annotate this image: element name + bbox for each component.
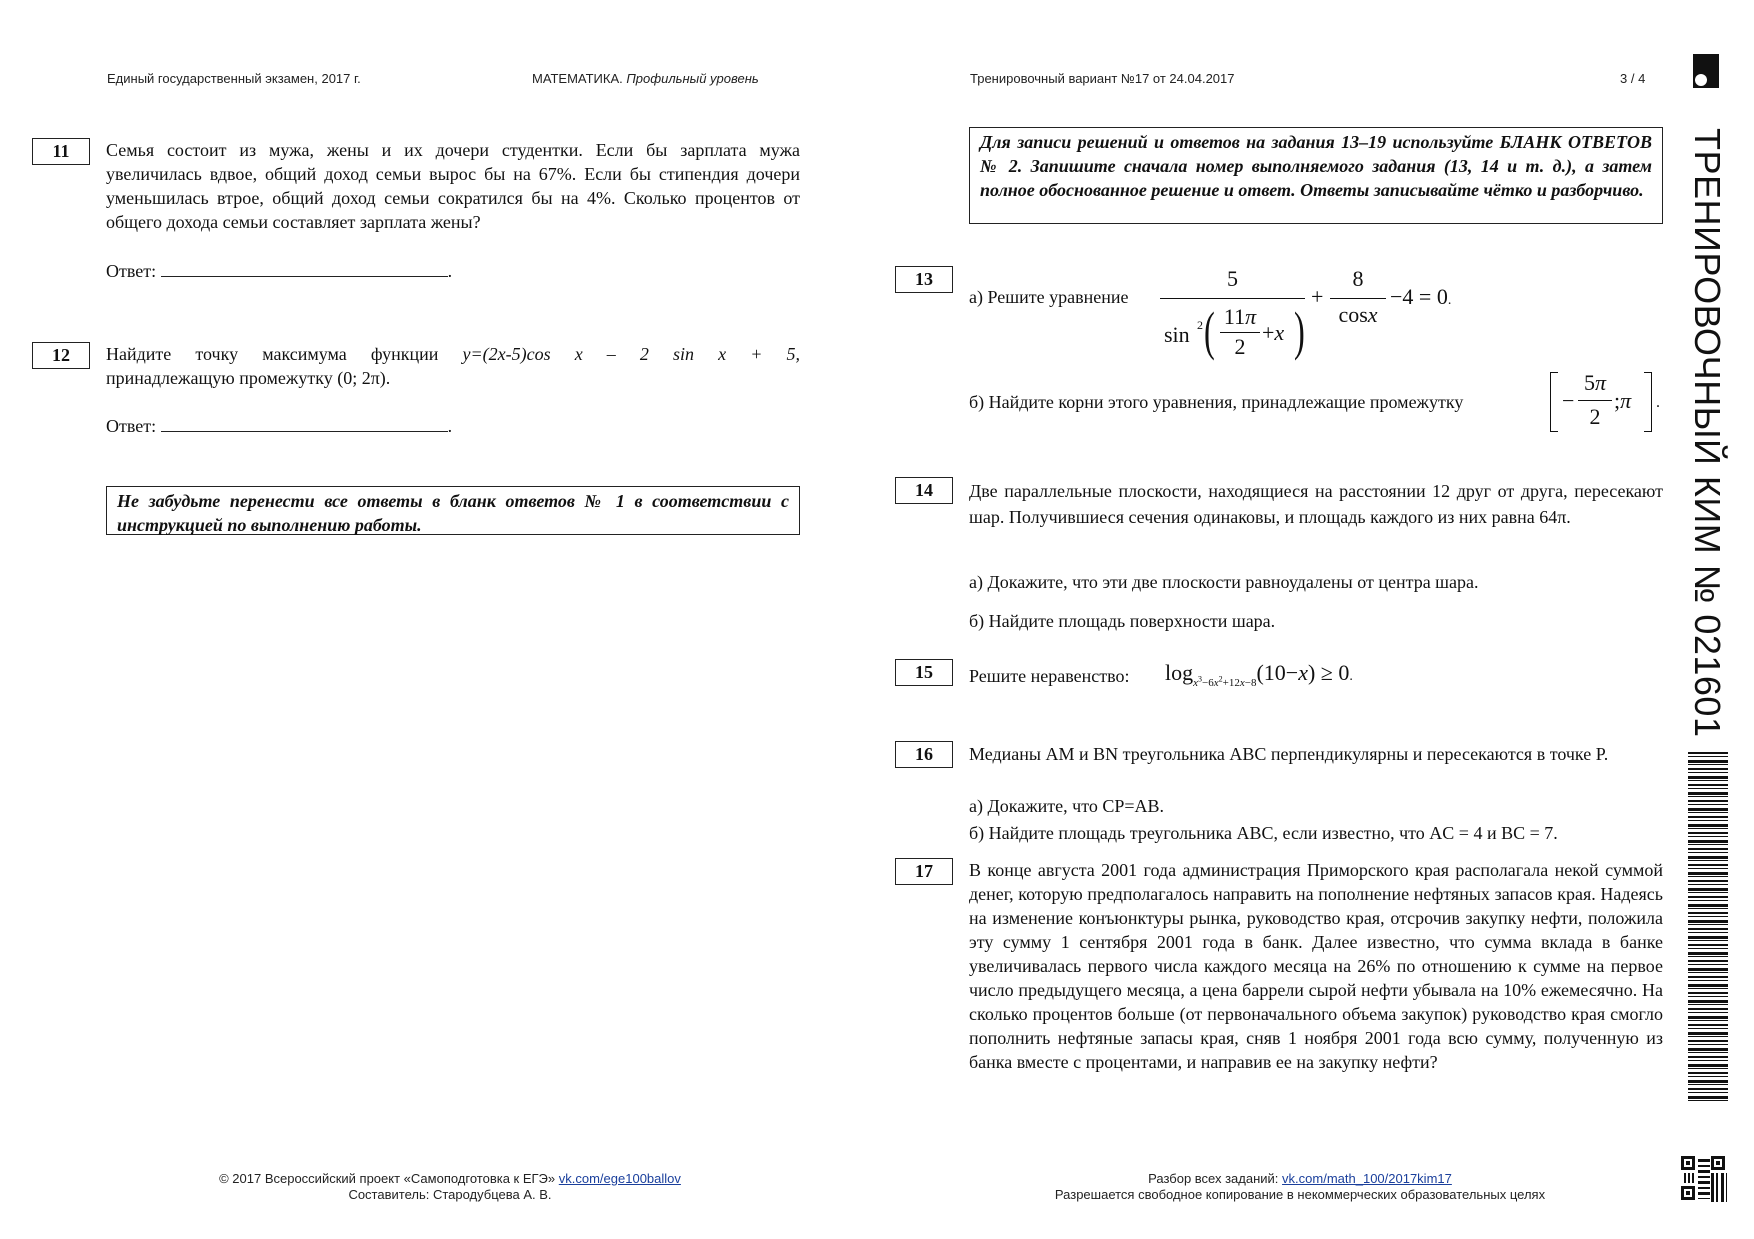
task-11-answer: Ответ: . <box>106 261 453 281</box>
task-12-text-before: Найдите точку максимума функции <box>106 344 439 364</box>
header-subject-name: МАТЕМАТИКА. <box>532 71 623 86</box>
task-12-text-after: принадлежащую промежутку (0; 2π). <box>106 368 391 388</box>
task-15-inequality: $\log_{x^3-6x^2+12x-8}(10-x) \ge 0$. <box>1165 660 1353 689</box>
task-12-answer: Ответ: . <box>106 416 453 436</box>
footer-left <box>180 1171 720 1203</box>
header-level: Профильный уровень <box>626 71 759 86</box>
footer-link-math100[interactable]: vk.com/math_100/2017kim17 <box>1282 1171 1452 1186</box>
task-11-answer-label: Ответ: <box>106 261 157 281</box>
task-14-number: 14 <box>895 477 953 504</box>
footer-right-line1 <box>1000 1171 1600 1187</box>
task-12-text <box>106 342 800 366</box>
footer-link-ege100ballov[interactable]: vk.com/ege100ballov <box>558 1171 681 1186</box>
task-12-answer-field[interactable] <box>161 414 448 432</box>
task-13-part-b: б) Найдите корни этого уравнения, принадлежащие промежутку <box>969 392 1464 412</box>
eq-frac1-numerator: 5 <box>1227 266 1238 291</box>
corner-marker-dot <box>1695 74 1707 86</box>
task-16-part-b: б) Найдите площадь треугольника ABC, если известно, что AC = 4 и BC = 7. <box>969 823 1558 843</box>
eq-rhs: −4 = 0. <box>1390 284 1452 309</box>
eq-fraction-1 <box>1160 262 1305 362</box>
footer-right <box>1000 1171 1600 1203</box>
footer-copyright: © 2017 Всероссийский проект «Самоподготовка к ЕГЭ» <box>219 1171 556 1186</box>
task-14-text: Две параллельные плоскости, находящиеся на расстоянии 12 друг от друга, пересекают шар. Получившиеся сечения одинаковы, и площадь каждого из них равна 64π. <box>969 481 1663 527</box>
task-13-part-a: а) Решите уравнение <box>969 287 1129 307</box>
footer-left-line1 <box>180 1171 720 1187</box>
barcode <box>1688 752 1728 1102</box>
header-exam: Единый государственный экзамен, 2017 г. <box>107 71 361 86</box>
task-16-number: 16 <box>895 741 953 768</box>
eq-frac1-denominator: sin 2 ( 11π 2 +x ) <box>1164 301 1305 361</box>
task-12-function: y=(2x-5)cos x – 2 sin x + 5, <box>462 344 800 364</box>
task-13-number: 13 <box>895 266 953 293</box>
header-page-number: 3 / 4 <box>1620 71 1646 86</box>
footer-analysis-label: Разбор всех заданий: <box>1148 1171 1279 1186</box>
task-11-text: Семья состоит из мужа, жены и их дочери студентки. Если бы зарплата мужа увеличилась вдвое, общий доход семьи вырос бы на 67%. Если бы стипендия дочери уменьшилась втрое, общий доход семьи сократился бы на 4%. Сколько процентов от общего дохода семьи составляет зарплата жены? <box>106 140 800 232</box>
task-17-number: 17 <box>895 858 953 885</box>
task-14-part-a: а) Докажите, что эти две плоскости равноудалены от центра шара. <box>969 572 1479 592</box>
instructions-box: Для записи решений и ответов на задания 13–19 используйте БЛАНК ОТВЕТОВ № 2. Запишите сначала номер выполняемого задания (13, 14 и т. д.), а затем полное обоснованное решение и ответ. Ответы записывайте чётко и разборчиво. <box>969 127 1663 224</box>
footer-copy-permission: Разрешается свободное копирование в некоммерческих образовательных целях <box>1054 1187 1546 1202</box>
eq-fraction-2: 8 cosx <box>1330 262 1386 332</box>
eq-frac1-bar <box>1160 298 1305 299</box>
task-16-text: Медианы AM и BN треугольника ABC перпендикулярны и пересекаются в точке P. <box>969 744 1609 764</box>
qr-code <box>1680 1155 1726 1201</box>
vertical-kim-title <box>1687 128 1730 738</box>
task-11-answer-field[interactable] <box>161 259 448 277</box>
task-13-interval: − 5π 2 ;π . <box>1550 370 1665 436</box>
task-15-text: Решите неравенство: <box>969 666 1130 686</box>
task-12-answer-label: Ответ: <box>106 416 157 436</box>
task-16-part-a: а) Докажите, что CP=AB. <box>969 796 1165 816</box>
task-12-number: 12 <box>32 342 90 369</box>
corner-marker <box>1693 54 1719 88</box>
footer-author: Составитель: Стародубцева А. В. <box>348 1187 552 1202</box>
header-subject <box>532 71 759 86</box>
task-11-number: 11 <box>32 138 90 165</box>
reminder-box: Не забудьте перенести все ответы в бланк ответов № 1 в соответствии с инструкцией по выполнению работы. <box>106 486 800 535</box>
task-15-number: 15 <box>895 659 953 686</box>
eq-plus: + <box>1311 284 1324 309</box>
vertical-kim-title-text: ТРЕНИРОВОЧНЫЙ КИМ № 021601 <box>1687 128 1728 738</box>
task-13-equation <box>1160 262 1470 362</box>
task-17-text: В конце августа 2001 года администрация Приморского края располагала некой суммой денег, которую предполагалось направить на пополнение нефтяных запасов края. Надеясь на изменение конъюнктуры рынка, руководство края, отсрочив закупку нефти, положила эту сумму 1 сентября 2001 года в банк. Далее известно, что сумма вклада в банке увеличивалась первого числа каждого месяца на 26% по отношению к сумме на первое число предыдущего месяца, а цена баррели сырой нефти убывала на 10% ежемесячно. На сколько процентов больше (от первоначального объема закупок) руководство края смогло пополнить нефтяные запасы края, сняв 1 ноября 2001 года всю сумму, полученную из банка вместе с процентами, и направив ее на закупку нефти? <box>969 860 1663 1072</box>
header-variant: Тренировочный вариант №17 от 24.04.2017 <box>970 71 1235 86</box>
task-14-part-b: б) Найдите площадь поверхности шара. <box>969 611 1276 631</box>
